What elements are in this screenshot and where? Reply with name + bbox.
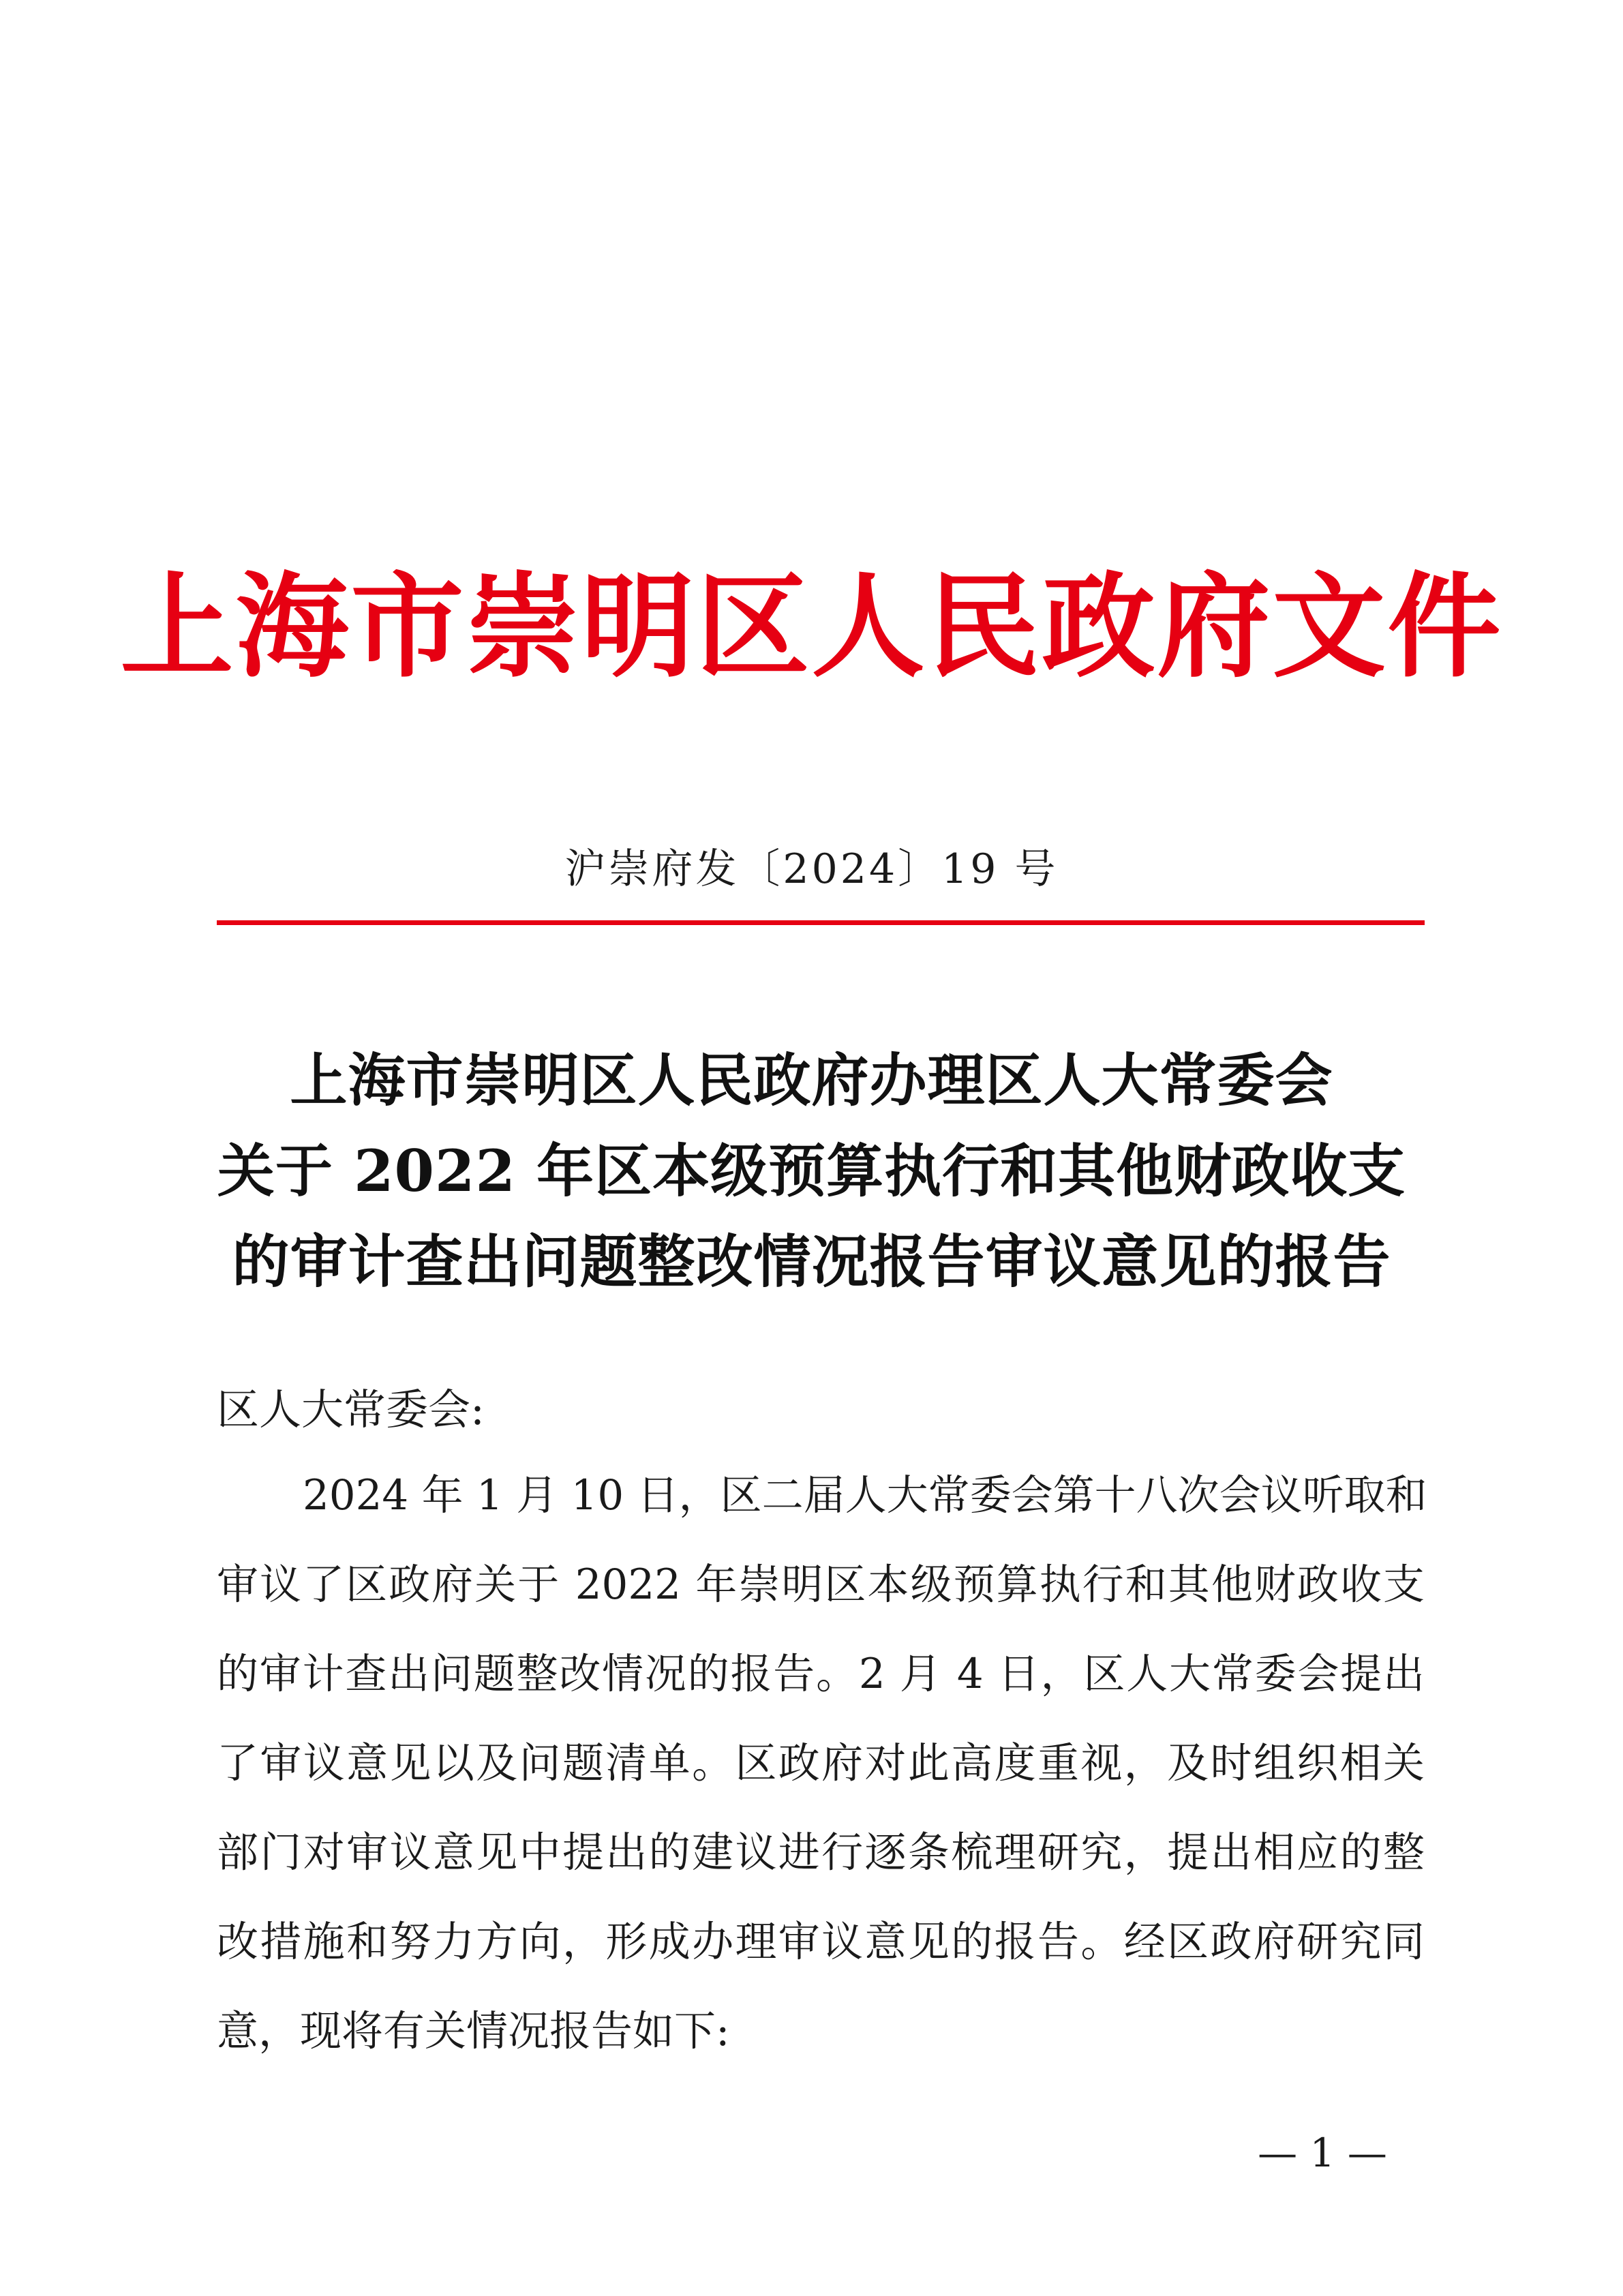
paragraph-line: 的审计查出问题整改情况的报告。2 月 4 日，区人大常委会提出 [217,1650,1425,1698]
paragraph-line: 审议了区政府关于 2022 年崇明区本级预算执行和其他财政收支 [217,1560,1425,1609]
issuing-authority-header: 上海市崇明区人民政府文件 [120,560,1503,693]
paragraph-line: 2024 年 1 月 10 日，区二届人大常委会第十八次会议听取和 [303,1471,1427,1520]
paragraph-line: 部门对审议意见中提出的建议进行逐条梳理研究，提出相应的整 [217,1828,1425,1877]
red-separator-line [217,920,1425,925]
paragraph-line: 改措施和努力方向，形成办理审议意见的报告。经区政府研究同 [217,1918,1425,1966]
body-paragraph [217,1451,1425,2076]
salutation: 区人大常委会: [217,1385,485,1434]
title-line: 关于 2022 年区本级预算执行和其他财政收支 [217,1137,1406,1205]
title-line: 的审计查出问题整改情况报告审议意见的报告 [232,1228,1391,1295]
paragraph-line: 了审议意见以及问题清单。区政府对此高度重视，及时组织相关 [217,1739,1425,1787]
title-line: 上海市崇明区人民政府办理区人大常委会 [290,1046,1333,1114]
page-number: — 1 — [1258,2130,1387,2176]
document-title [136,1035,1487,1307]
paragraph-line: 意，现将有关情况报告如下: [217,2007,730,2055]
document-number: 沪崇府发〔2024〕19 号 [564,845,1059,893]
